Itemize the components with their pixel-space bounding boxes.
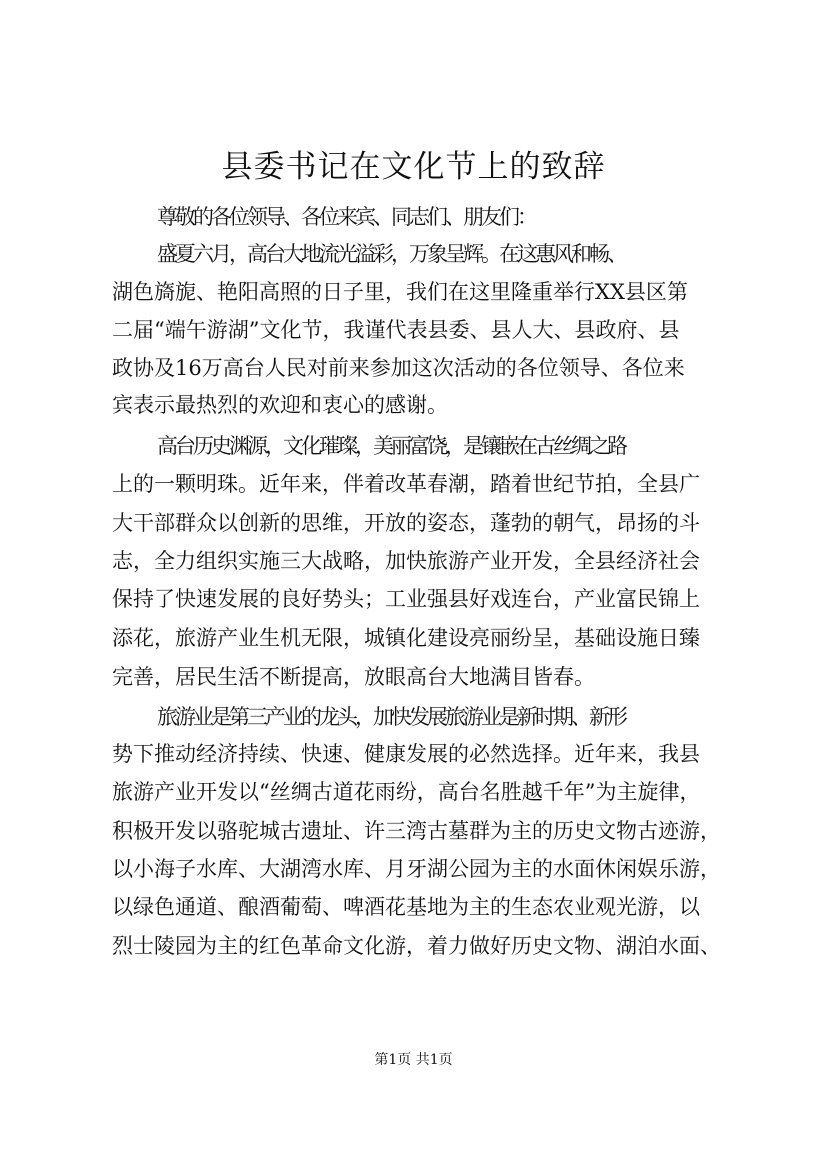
paragraph-line: 盛夏六月，高台大地流光溢彩，万象呈辉。在这惠风和畅、 — [157, 242, 625, 266]
paragraph-line: 添花，旅游产业生机无限，城镇化建设亮丽纷呈，基础设施日臻 — [112, 626, 700, 650]
paragraph-line: 保持了快速发展的良好势头；工业强县好戏连台，产业富民锦上 — [112, 587, 700, 611]
paragraph-line: 湖色旖旎、艳阳高照的日子里，我们在这里隆重举行XX县区第 — [112, 280, 688, 304]
paragraph-line: 政协及16万高台人民对前来参加这次活动的各位领导、各位来 — [112, 356, 685, 380]
paragraph-line: 烈士陵园为主的红色革命文化游，着力做好历史文物、湖泊水面、 — [112, 934, 721, 958]
paragraph-line: 以绿色通道、酿酒葡萄、啤酒花基地为主的生态农业观光游，以 — [112, 895, 700, 919]
paragraph-line: 旅游产业开发以“丝绸古道花雨纷，高台名胜越千年”为主旋律， — [112, 780, 701, 804]
paragraph-line: 大干部群众以创新的思维，开放的姿态，蓬勃的朝气，昂扬的斗 — [112, 511, 700, 535]
paragraph-line: 高台历史渊源，文化璀璨，美丽富饶，是镶嵌在古丝绸之路 — [157, 434, 625, 458]
paragraph-line: 宾表示最热烈的欢迎和衷心的感谢。 — [112, 393, 448, 417]
paragraph-line: 旅游业是第三产业的龙头，加快发展旅游业是新时期、新形 — [157, 705, 625, 729]
paragraph-line: 完善，居民生活不断提高，放眼高台大地满目皆春。 — [112, 665, 595, 689]
paragraph-line: 上的一颗明珠。近年来，伴着改革春潮，踏着世纪节拍，全县广 — [112, 472, 700, 496]
document-title: 县委书记在文化节上的致辞 — [221, 149, 606, 185]
paragraph-line: 二届“端午游湖”文化节，我谨代表县委、县人大、县政府、县 — [112, 318, 680, 342]
paragraph-line: 势下推动经济持续、快速、健康发展的必然选择。近年来，我县 — [112, 742, 700, 766]
salutation-line: 尊敬的各位领导、各位来宾、同志们、朋友们： — [157, 205, 535, 229]
paragraph-line: 积极开发以骆驼城古遗址、许三湾古墓群为主的历史文物古迹游， — [112, 819, 721, 843]
paragraph-line: 志，全力组织实施三大战略，加快旅游产业开发，全县经济社会 — [112, 549, 700, 573]
paragraph-line: 以小海子水库、大湖湾水库、月牙湖公园为主的水面休闲娱乐游， — [112, 857, 721, 881]
page-footer: 第1页 共1页 — [374, 1052, 453, 1068]
